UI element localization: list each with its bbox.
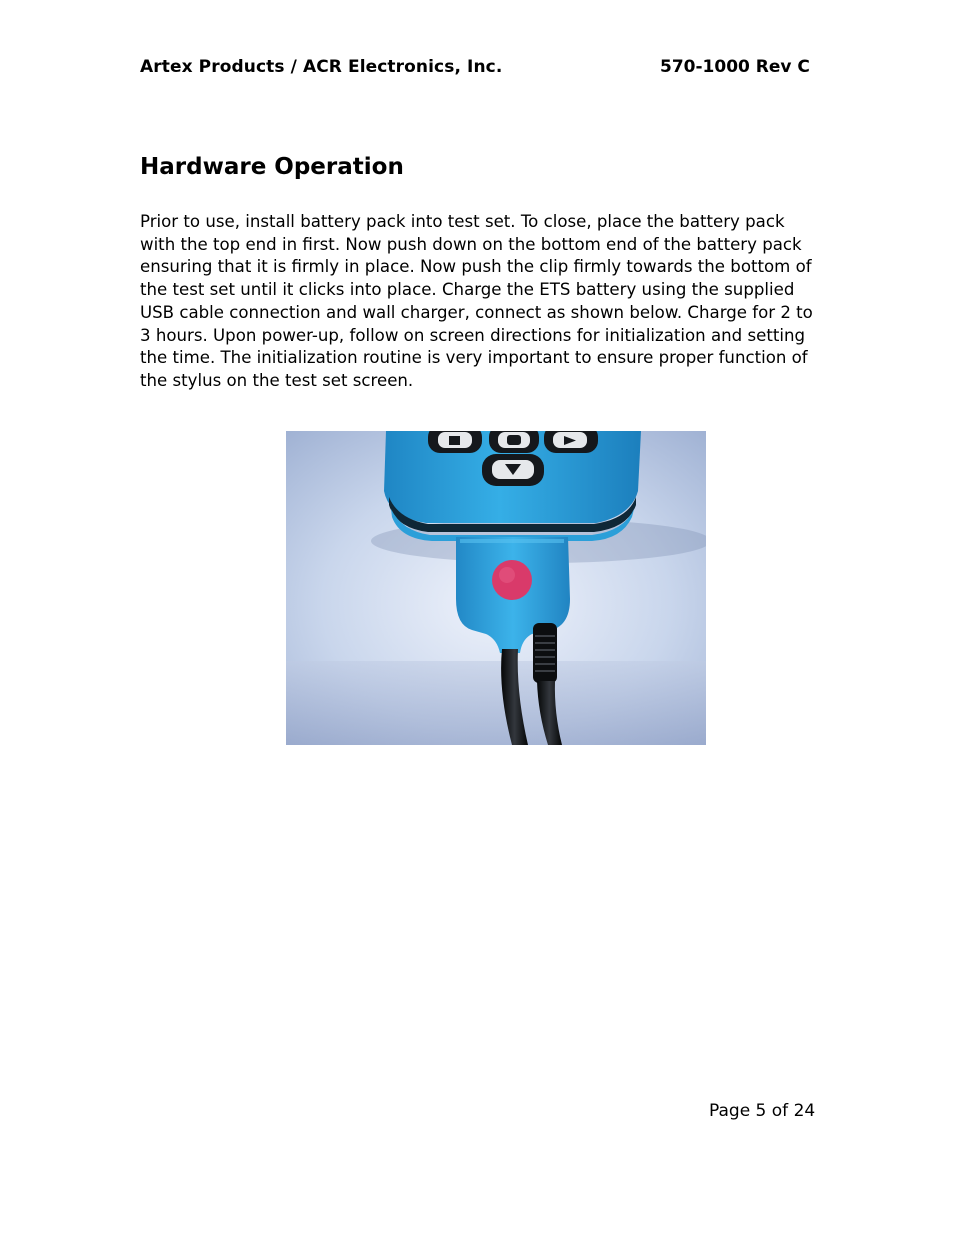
header-company: Artex Products / ACR Electronics, Inc. [140,57,503,77]
photo-illustration [286,431,706,745]
section-title: Hardware Operation [140,154,404,180]
header-doc-number: 570-1000 Rev C [660,57,810,77]
body-paragraph: Prior to use, install battery pack into test set. To close, place the battery pack with the top end in first. Now push down on the bottom end of the battery pack ensuring that it is firmly in place. Now push the clip firmly towards the bottom of the test set until it clicks into place. Charge the ETS battery using the supplied USB cable connection and wall charger, connect as shown below. Charge for 2 to 3 hours. Upon power-up, follow on screen directions for initialization and setting the time. The initialization routine is very important to ensure proper function of the stylus on the test set screen. [140,212,813,390]
page-number: Page 5 of 24 [709,1101,816,1121]
charger-connection-photo [286,431,706,745]
